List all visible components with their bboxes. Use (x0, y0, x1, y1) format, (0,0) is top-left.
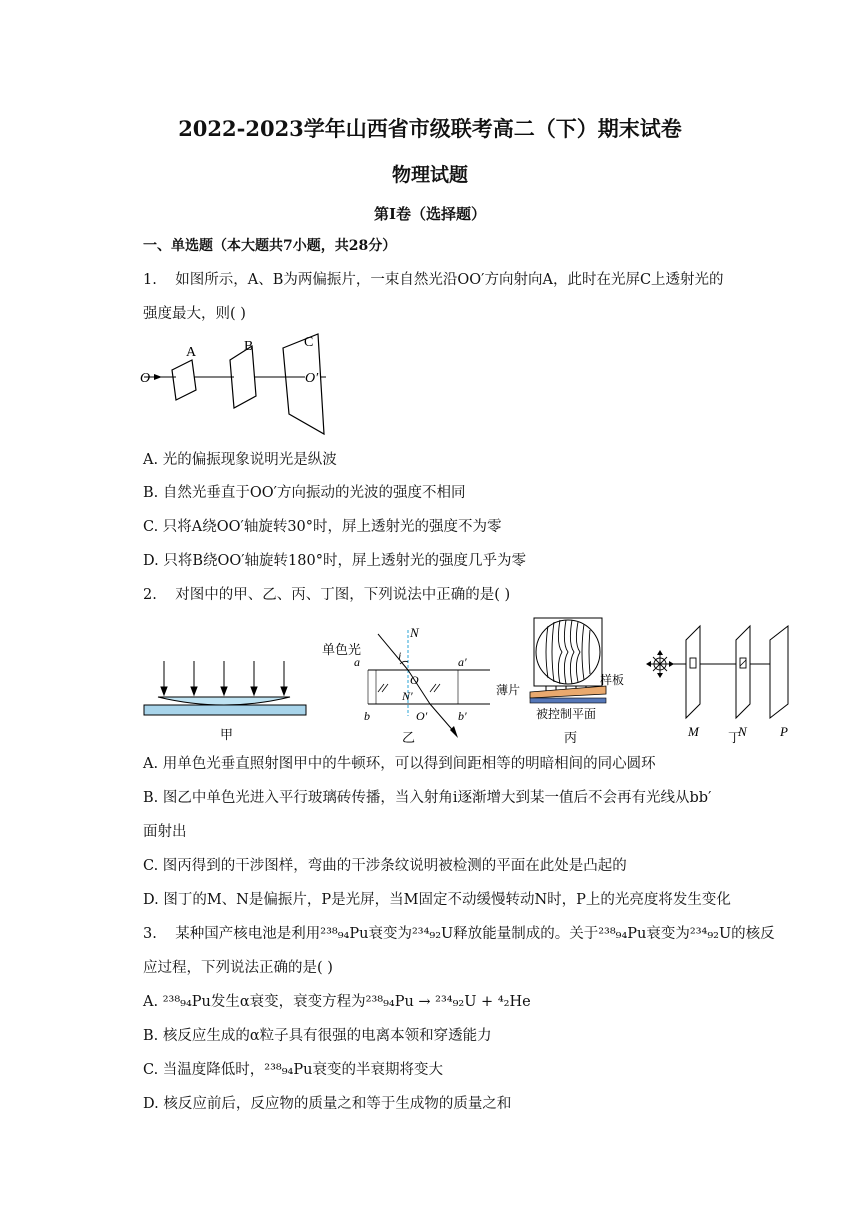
q2-bing-label-template: 样板 (600, 673, 625, 687)
q3-option-c: C. 当温度降低时，²³⁸₉₄Pu衰变的半衰期将变大 (143, 1062, 443, 1078)
q3-number: 3. (143, 926, 157, 942)
q2-yi-label-b: b (364, 709, 370, 723)
q2-number: 2. (143, 587, 157, 603)
q2-caption-bing: 丙 (564, 730, 578, 745)
q2-option-d: D. 图丁的M、N是偏振片，P是光屏，当M固定不动缓慢转动N时，P上的光亮度将发生变化 (143, 892, 731, 908)
q1-stem: 如图所示，A、B为两偏振片，一束自然光沿OO′方向射向A，此时在光屏C上透射光的 (175, 272, 724, 288)
q2-fig-bing (494, 614, 634, 746)
q2-ding-label-m: M (688, 724, 699, 739)
q2-option-c: C. 图丙得到的干涉图样，弯曲的干涉条纹说明被检测的平面在此处是凸起的 (143, 858, 627, 874)
q2-yi-label-b-prime: b′ (458, 709, 467, 723)
volume-heading: 第Ⅰ卷（选择题） (373, 205, 487, 223)
q2-fig-jia (140, 655, 310, 745)
q1-option-c: C. 只将A绕OO′轴旋转30°时，屏上透射光的强度不为零 (143, 519, 502, 535)
q2-caption-yi: 乙 (402, 730, 416, 745)
q3-stem-line2: 应过程，下列说法正确的是( ) (143, 960, 333, 976)
q2-bing-label-sheet: 薄片 (496, 683, 521, 697)
q1-option-b: B. 自然光垂直于OO′方向振动的光波的强度不相同 (143, 485, 466, 501)
q1-label-o-prime: O′ (305, 371, 319, 386)
q1-label-b: B (244, 339, 254, 354)
q2-yi-label-o: O (410, 673, 419, 687)
q1-polarizer-figure (140, 332, 340, 442)
q1-stem-line2: 强度最大，则( ) (143, 306, 246, 322)
q2-ding-label-n: N (738, 724, 747, 739)
q2-ding-label-p: P (780, 724, 788, 739)
q3-option-a: A. ²³⁸₉₄Pu发生α衰变，衰变方程为²³⁸₉₄Pu → ²³⁴₉₂U + ⁴₂He (143, 994, 531, 1010)
q1-label-o: O (140, 371, 151, 386)
q2-option-a: A. 用单色光垂直照射图甲中的牛顿环，可以得到间距相等的明暗相间的同心圆环 (143, 756, 656, 772)
q2-option-b: B. 图乙中单色光进入平行玻璃砖传播，当入射角i逐渐增大到某一值后不会再有光线从bb′ (143, 790, 712, 806)
exam-subtitle: 物理试题 (391, 164, 468, 186)
q1-stem-line1 (143, 270, 724, 290)
q2-yi-label-a-prime: a′ (458, 655, 467, 669)
q2-caption-ding: 丁 (728, 730, 742, 745)
q3-stem-line1 (143, 924, 775, 944)
q2-yi-label-o-prime: O′ (416, 709, 428, 723)
q2-yi-label-light: 单色光 (322, 642, 362, 657)
q1-label-c: C (304, 335, 314, 350)
q2-bing-label-plane: 被控制平面 (536, 707, 597, 721)
q1-option-d: D. 只将B绕OO′轴旋转180°时，屏上透射光的强度几乎为零 (143, 553, 526, 569)
section-heading: 一、单选题（本大题共7小题，共28分） (143, 238, 397, 254)
q2-yi-label-n: N (410, 625, 419, 640)
q2-yi-label-i: i (398, 649, 402, 663)
q3-option-d: D. 核反应前后，反应物的质量之和等于生成物的质量之和 (143, 1096, 512, 1112)
q2-stem-line (143, 585, 510, 605)
q1-number: 1. (143, 272, 157, 288)
q2-yi-label-n-prime: N′ (402, 689, 413, 703)
q1-option-a: A. 光的偏振现象说明光是纵波 (143, 452, 337, 468)
q2-option-b-cont: 面射出 (143, 824, 187, 840)
q2-fig-ding (636, 620, 796, 746)
q2-fig-yi (318, 622, 490, 746)
q2-stem: 对图中的甲、乙、丙、丁图，下列说法中正确的是( ) (175, 587, 511, 603)
exam-title: 2022-2023学年山西省市级联考高二（下）期末试卷 (178, 116, 682, 141)
q3-stem: 某种国产核电池是利用²³⁸₉₄Pu衰变为²³⁴₉₂U释放能量制成的。关于²³⁸₉₄Pu衰变为²³⁴₉₂U的核反 (175, 926, 775, 942)
q3-option-b: B. 核反应生成的α粒子具有很强的电离本领和穿透能力 (143, 1028, 492, 1044)
q2-caption-jia: 甲 (220, 727, 234, 742)
q2-yi-label-a: a (354, 655, 360, 669)
q1-label-a: A (186, 345, 197, 360)
